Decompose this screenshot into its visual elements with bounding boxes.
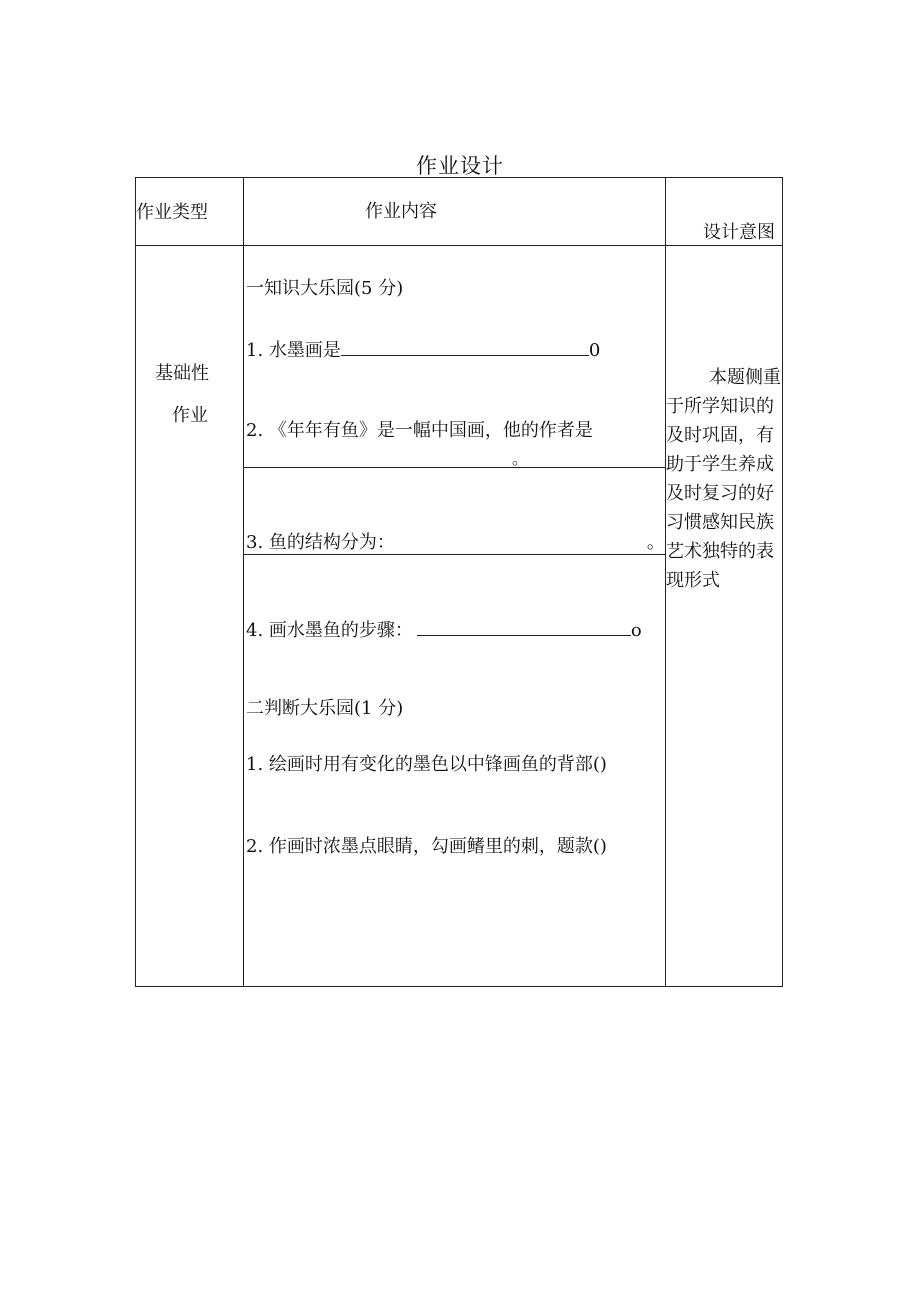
column-divider-1 <box>243 178 244 986</box>
judgement-2: 2. 作画时浓墨点眼睛，勾画鳍里的刺，题款() <box>246 836 607 857</box>
header-intent: 设计意图 <box>703 222 775 243</box>
type-label-line2: 作业 <box>172 405 208 426</box>
question-2-suffix: 。 <box>512 449 529 468</box>
question-1-blank <box>341 339 589 356</box>
section-knowledge-heading: 一知识大乐园(5 分) <box>246 278 404 299</box>
type-label-line1: 基础性 <box>155 363 209 384</box>
question-3-suffix: 。 <box>646 532 665 553</box>
question-2: 2. 《年年有鱼》是一幅中国画，他的作者是 <box>246 420 593 441</box>
content-row-divider-2 <box>243 554 665 555</box>
section-judgement-heading: 二判断大乐园(1 分) <box>246 698 404 719</box>
design-intent-text <box>666 363 782 595</box>
content-row-divider-1 <box>243 467 665 468</box>
header-type: 作业类型 <box>136 202 208 223</box>
question-4 <box>246 619 642 640</box>
question-1-suffix: 0 <box>588 340 601 361</box>
question-1-prefix: 1. 水墨画是 <box>246 340 341 361</box>
question-4-blank <box>417 619 631 636</box>
page-title: 作业设计 <box>416 154 504 178</box>
design-intent-body: 本题侧重于所学知识的及时巩固，有助于学生养成及时复习的好习惯感知民族艺术独特的表现形式 <box>666 367 781 591</box>
question-4-suffix: o <box>630 620 642 641</box>
question-4-prefix: 4. 画水墨鱼的步骤： <box>246 620 413 641</box>
header-content: 作业内容 <box>365 201 437 222</box>
question-1 <box>246 339 600 360</box>
question-3-prefix: 3. 鱼的结构分为： <box>246 532 395 553</box>
question-3 <box>246 534 665 552</box>
judgement-1: 1. 绘画时用有变化的墨色以中锋画鱼的背部() <box>246 754 607 775</box>
header-divider <box>136 245 782 246</box>
